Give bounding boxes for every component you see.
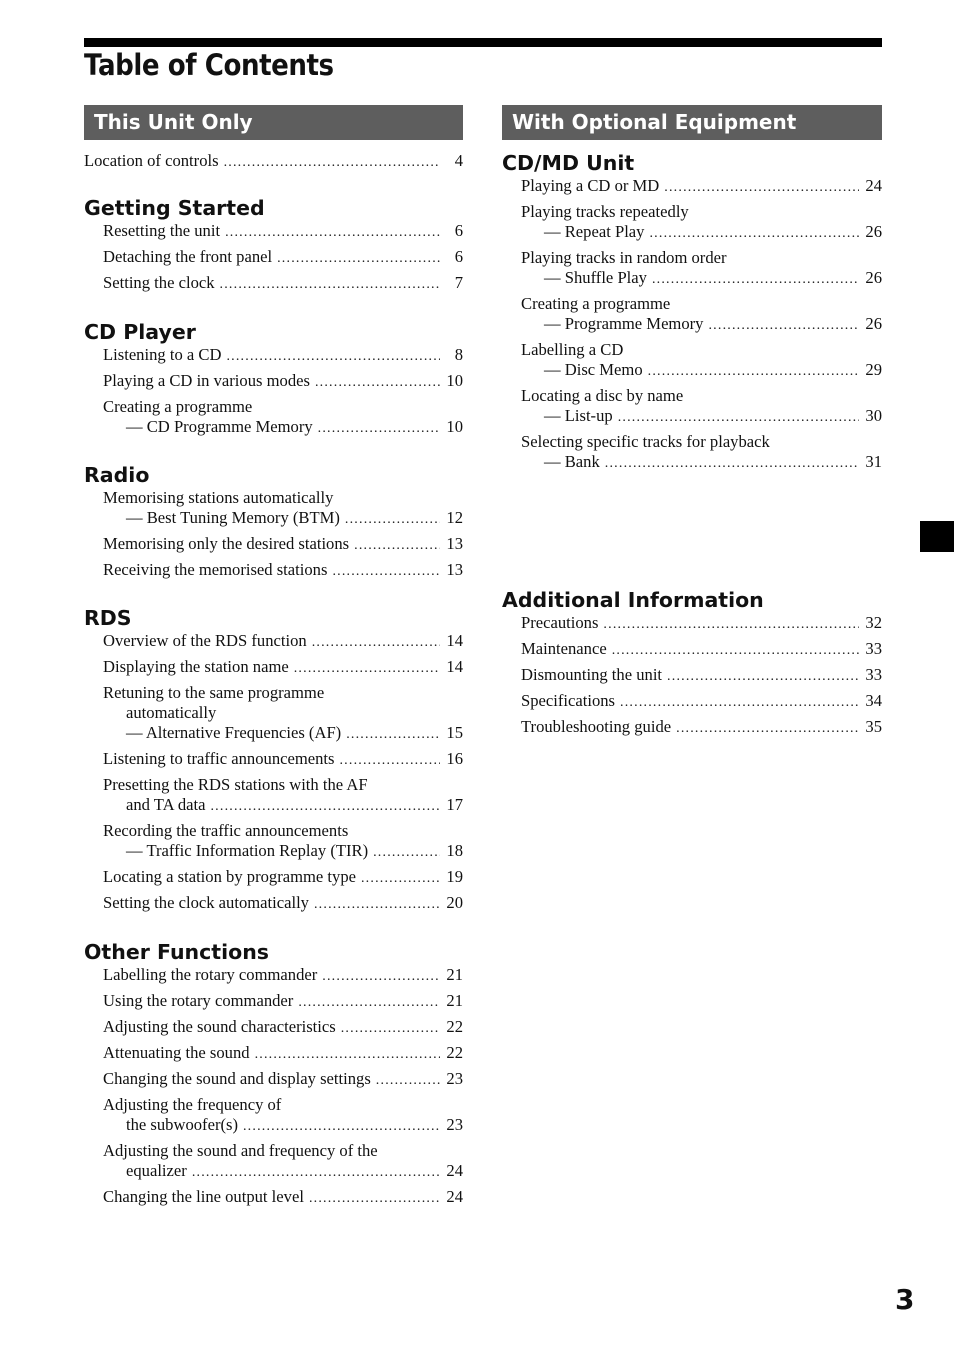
toc-entry[interactable] xyxy=(84,1043,463,1065)
toc-entry-title: Changing the sound and display settings xyxy=(103,1069,371,1088)
dot-leader xyxy=(361,869,440,889)
page-title: Table of Contents xyxy=(84,48,334,82)
toc-entry-title: Resetting the unit xyxy=(103,221,221,240)
additional-information-section xyxy=(502,587,882,739)
toc-entry[interactable] xyxy=(84,247,463,269)
toc-entry[interactable] xyxy=(84,560,463,582)
page-number: 3 xyxy=(895,1283,915,1316)
toc-row xyxy=(103,397,463,417)
dot-leader xyxy=(314,895,440,915)
toc-entry-title: — Traffic Information Replay (TIR) xyxy=(126,841,369,860)
toc-row xyxy=(103,631,463,653)
dot-leader xyxy=(192,1163,440,1183)
toc-row xyxy=(103,775,463,795)
dot-leader xyxy=(605,454,859,474)
toc-row xyxy=(521,406,882,428)
toc-page-number: 19 xyxy=(446,867,463,886)
toc-page-number: 17 xyxy=(446,795,463,814)
toc-entry-title: Memorising stations automatically xyxy=(103,488,334,507)
dot-leader xyxy=(664,178,859,198)
dot-leader xyxy=(708,316,859,336)
toc-row xyxy=(103,991,463,1013)
rds-section xyxy=(84,605,463,915)
toc-entry[interactable] xyxy=(502,340,882,382)
toc-entry[interactable] xyxy=(84,151,463,173)
toc-page-number: 22 xyxy=(446,1043,463,1062)
toc-entry[interactable] xyxy=(84,273,463,295)
toc-entry[interactable] xyxy=(502,691,882,713)
toc-row xyxy=(521,452,882,474)
toc-row xyxy=(103,417,463,439)
dot-leader xyxy=(345,510,440,530)
top-rule xyxy=(84,38,882,47)
toc-row xyxy=(521,248,882,268)
section-heading: CD Player xyxy=(84,320,196,344)
toc-row xyxy=(521,613,882,635)
toc-page-number: 18 xyxy=(446,841,463,860)
section-heading: RDS xyxy=(84,606,132,630)
cd-md-unit-section xyxy=(502,150,882,474)
toc-entry-title: Memorising only the desired stations xyxy=(103,534,350,553)
toc-page-number: 26 xyxy=(865,314,882,333)
toc-row xyxy=(103,703,463,723)
left-column xyxy=(84,105,463,1213)
toc-entry-title: — Alternative Frequencies (AF) xyxy=(126,723,342,742)
toc-entry[interactable] xyxy=(502,432,882,474)
toc-entry[interactable] xyxy=(84,965,463,987)
toc-row xyxy=(521,294,882,314)
toc-entry-title: Attenuating the sound xyxy=(103,1043,250,1062)
toc-entry-title: Creating a programme xyxy=(521,294,671,313)
toc-row xyxy=(103,371,463,393)
toc-row xyxy=(103,893,463,915)
toc-entry-title: Adjusting the frequency of xyxy=(103,1095,282,1114)
toc-entry-title: Specifications xyxy=(521,691,616,710)
toc-row xyxy=(521,386,882,406)
section-band-with-optional-equipment: With Optional Equipment xyxy=(502,105,882,140)
toc-row xyxy=(521,268,882,290)
toc-entry[interactable] xyxy=(84,657,463,679)
toc-page-number: 6 xyxy=(454,247,463,266)
toc-page-number: 10 xyxy=(446,371,463,390)
toc-page-number: 16 xyxy=(446,749,463,768)
toc-row xyxy=(103,508,463,530)
toc-entry-title: Playing a CD or MD xyxy=(521,176,660,195)
toc-page-number: 15 xyxy=(446,723,463,742)
toc-entry-title: Playing tracks repeatedly xyxy=(521,202,689,221)
toc-entry-title: automatically xyxy=(126,703,217,722)
cd-player-section xyxy=(84,319,463,439)
toc-page-number: 26 xyxy=(865,268,882,287)
toc-entry-title: Adjusting the sound characteristics xyxy=(103,1017,336,1036)
toc-entry-title: and TA data xyxy=(126,795,206,814)
toc-entry-title: equalizer xyxy=(126,1161,187,1180)
toc-entry-title: Location of controls xyxy=(84,151,219,170)
toc-row xyxy=(103,534,463,556)
toc-page-number: 8 xyxy=(454,345,463,364)
toc-entry-title: Using the rotary commander xyxy=(103,991,294,1010)
toc-row xyxy=(103,821,463,841)
toc-page-number: 14 xyxy=(446,631,463,650)
toc-row xyxy=(521,717,882,739)
toc-entry[interactable] xyxy=(84,1187,463,1209)
toc-entry[interactable] xyxy=(84,683,463,745)
section-heading: Additional Information xyxy=(502,588,764,612)
toc-entry[interactable] xyxy=(84,1017,463,1039)
toc-row xyxy=(103,683,463,703)
toc-entry[interactable] xyxy=(502,717,882,739)
toc-entry-title: — Shuffle Play xyxy=(544,268,647,287)
toc-page-number: 23 xyxy=(446,1069,463,1088)
toc-row xyxy=(103,1141,463,1161)
toc-page-number: 13 xyxy=(446,560,463,579)
toc-entry[interactable] xyxy=(84,867,463,889)
dot-leader xyxy=(648,362,859,382)
dot-leader xyxy=(210,797,440,817)
toc-entry-title: Retuning to the same programme xyxy=(103,683,325,702)
dot-leader xyxy=(354,536,440,556)
dot-leader xyxy=(373,843,440,863)
toc-page-number: 22 xyxy=(446,1017,463,1036)
toc-row xyxy=(103,488,463,508)
toc-entry-title: Maintenance xyxy=(521,639,607,658)
toc-row xyxy=(103,1017,463,1039)
toc-entry[interactable] xyxy=(502,386,882,428)
toc-entry[interactable] xyxy=(84,1141,463,1183)
toc-page-number: 14 xyxy=(446,657,463,676)
toc-page-number: 4 xyxy=(454,151,463,170)
dot-leader xyxy=(339,751,440,771)
toc-page-number: 32 xyxy=(865,613,882,632)
toc-entry[interactable] xyxy=(502,176,882,198)
toc-row xyxy=(521,691,882,713)
toc-entry-title: — Disc Memo xyxy=(544,360,643,379)
toc-page-number: 12 xyxy=(446,508,463,527)
dot-leader xyxy=(612,641,859,661)
toc-page-number: 34 xyxy=(865,691,882,710)
toc-entry[interactable] xyxy=(84,1069,463,1091)
toc-entry-title: — Repeat Play xyxy=(544,222,645,241)
dot-leader xyxy=(298,993,440,1013)
toc-entry-title: Setting the clock automatically xyxy=(103,893,309,912)
toc-entry[interactable] xyxy=(502,665,882,687)
toc-entry[interactable] xyxy=(502,294,882,336)
toc-entry-title: Precautions xyxy=(521,613,599,632)
toc-entry-title: — Programme Memory xyxy=(544,314,704,333)
toc-page-number: 33 xyxy=(865,665,882,684)
dot-leader xyxy=(346,725,440,745)
toc-row xyxy=(521,360,882,382)
toc-entry[interactable] xyxy=(84,1095,463,1137)
dot-leader xyxy=(318,419,440,439)
toc-page-number: 30 xyxy=(865,406,882,425)
toc-entry[interactable] xyxy=(84,221,463,243)
toc-row xyxy=(521,202,882,222)
toc-entry[interactable] xyxy=(84,821,463,863)
toc-row xyxy=(103,221,463,243)
dot-leader xyxy=(618,408,859,428)
toc-row xyxy=(103,1161,463,1183)
toc-page-number: 24 xyxy=(446,1187,463,1206)
toc-row xyxy=(521,432,882,452)
toc-page-number: 23 xyxy=(446,1115,463,1134)
toc-entry[interactable] xyxy=(502,613,882,635)
dot-leader xyxy=(224,153,440,173)
getting-started-section xyxy=(84,195,463,295)
radio-section xyxy=(84,462,463,582)
toc-entry[interactable] xyxy=(502,248,882,290)
toc-row xyxy=(103,749,463,771)
toc-page-number: 21 xyxy=(446,965,463,984)
toc-entry-title: Changing the line output level xyxy=(103,1187,304,1206)
toc-entry-title: Setting the clock xyxy=(103,273,215,292)
section-heading: Other Functions xyxy=(84,940,270,964)
toc-row xyxy=(103,867,463,889)
dot-leader xyxy=(255,1045,440,1065)
other-functions-section xyxy=(84,939,463,1209)
toc-row xyxy=(103,1043,463,1065)
toc-page-number: 6 xyxy=(454,221,463,240)
toc-entry[interactable] xyxy=(84,991,463,1013)
section-heading: CD/MD Unit xyxy=(502,151,635,175)
dot-leader xyxy=(341,1019,440,1039)
toc-entry-title: Locating a station by programme type xyxy=(103,867,356,886)
dot-leader xyxy=(225,223,440,243)
toc-entry[interactable] xyxy=(84,397,463,439)
toc-row xyxy=(103,723,463,745)
toc-page-number: 24 xyxy=(865,176,882,195)
dot-leader xyxy=(315,373,440,393)
toc-entry-title: Dismounting the unit xyxy=(521,665,663,684)
toc-entry-title: Adjusting the sound and frequency of the xyxy=(103,1141,378,1160)
section-band-this-unit-only: This Unit Only xyxy=(84,105,463,140)
dot-leader xyxy=(312,633,440,653)
dot-leader xyxy=(220,275,440,295)
toc-entry-title: Displaying the station name xyxy=(103,657,289,676)
toc-entry-title: Labelling the rotary commander xyxy=(103,965,318,984)
toc-entry-title: Receiving the memorised stations xyxy=(103,560,328,579)
toc-entry[interactable] xyxy=(84,893,463,915)
toc-entry[interactable] xyxy=(84,488,463,530)
toc-row xyxy=(103,345,463,367)
toc-entry-title: — Bank xyxy=(544,452,600,471)
dot-leader xyxy=(620,693,859,713)
dot-leader xyxy=(676,719,859,739)
dot-leader xyxy=(376,1071,440,1091)
dot-leader xyxy=(226,347,440,367)
dot-leader xyxy=(322,967,440,987)
right-column xyxy=(502,105,882,743)
toc-entry-title: Listening to traffic announcements xyxy=(103,749,335,768)
toc-row xyxy=(521,222,882,244)
dot-leader xyxy=(294,659,440,679)
toc-entry[interactable] xyxy=(84,631,463,653)
toc-entry-title: Listening to a CD xyxy=(103,345,222,364)
toc-page-number: 24 xyxy=(446,1161,463,1180)
dot-leader xyxy=(652,270,859,290)
dot-leader xyxy=(649,224,859,244)
toc-entry[interactable] xyxy=(84,371,463,393)
toc-row xyxy=(521,665,882,687)
dot-leader xyxy=(667,667,859,687)
toc-page-number: 35 xyxy=(865,717,882,736)
toc-page-number: 21 xyxy=(446,991,463,1010)
toc-entry-title: Selecting specific tracks for playback xyxy=(521,432,770,451)
toc-entry-title: Detaching the front panel xyxy=(103,247,273,266)
toc-entry-title: Playing a CD in various modes xyxy=(103,371,310,390)
toc-row xyxy=(103,1069,463,1091)
dot-leader xyxy=(332,562,440,582)
toc-entry[interactable] xyxy=(502,639,882,661)
toc-row xyxy=(103,273,463,295)
toc-page-number: 33 xyxy=(865,639,882,658)
toc-entry-title: Presetting the RDS stations with the AF xyxy=(103,775,368,794)
dot-leader xyxy=(243,1117,440,1137)
toc-entry[interactable] xyxy=(84,345,463,367)
toc-row xyxy=(103,657,463,679)
toc-row xyxy=(521,639,882,661)
toc-entry-title: the subwoofer(s) xyxy=(126,1115,238,1134)
toc-page-number: 26 xyxy=(865,222,882,241)
toc-entry[interactable] xyxy=(84,749,463,771)
dot-leader xyxy=(277,249,440,269)
toc-row xyxy=(521,314,882,336)
toc-page-number: 29 xyxy=(865,360,882,379)
side-tab-marker xyxy=(920,521,954,552)
toc-row xyxy=(103,560,463,582)
toc-page-number: 31 xyxy=(865,452,882,471)
toc-entry-title: Recording the traffic announcements xyxy=(103,821,349,840)
toc-entry-title: Creating a programme xyxy=(103,397,253,416)
toc-row xyxy=(103,795,463,817)
toc-row xyxy=(103,841,463,863)
toc-entry-title: Overview of the RDS function xyxy=(103,631,307,650)
intro-section xyxy=(84,151,463,173)
toc-page-number: 13 xyxy=(446,534,463,553)
toc-row xyxy=(103,1095,463,1115)
toc-entry-title: Troubleshooting guide xyxy=(521,717,672,736)
toc-row xyxy=(103,965,463,987)
toc-entry-title: — CD Programme Memory xyxy=(126,417,313,436)
toc-entry[interactable] xyxy=(84,534,463,556)
toc-entry[interactable] xyxy=(84,775,463,817)
section-heading: Radio xyxy=(84,463,150,487)
dot-leader xyxy=(603,615,859,635)
toc-entry-title: — List-up xyxy=(544,406,613,425)
toc-row xyxy=(103,1187,463,1209)
section-heading: Getting Started xyxy=(84,196,265,220)
toc-row xyxy=(103,247,463,269)
toc-entry-title: Locating a disc by name xyxy=(521,386,684,405)
toc-page-number: 10 xyxy=(446,417,463,436)
toc-page-number: 20 xyxy=(446,893,463,912)
dot-leader xyxy=(309,1189,440,1209)
toc-row xyxy=(84,151,463,173)
toc-row xyxy=(521,340,882,360)
toc-entry[interactable] xyxy=(502,202,882,244)
toc-entry-title: Labelling a CD xyxy=(521,340,624,359)
toc-row xyxy=(521,176,882,198)
toc-page-number: 7 xyxy=(454,273,463,292)
toc-row xyxy=(103,1115,463,1137)
toc-entry-title: Playing tracks in random order xyxy=(521,248,727,267)
toc-entry-title: — Best Tuning Memory (BTM) xyxy=(126,508,340,527)
